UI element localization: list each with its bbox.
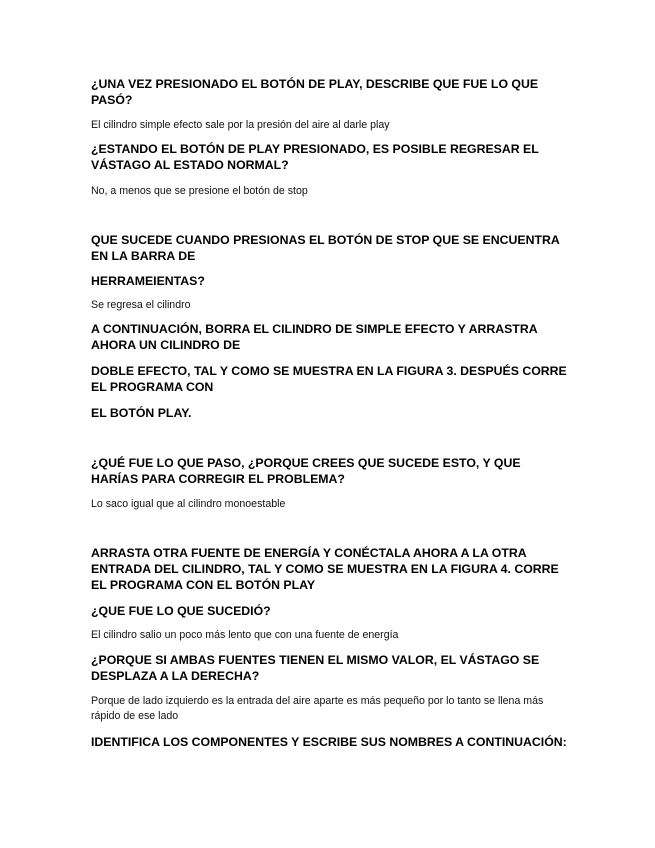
answer-what-occurred: El cilindro salio un poco más lento que con una fuente de energía [91,629,399,641]
answer-what-happened: Lo saco igual que al cilindro monoestable [91,498,286,510]
question-play-pressed: ¿UNA VEZ PRESIONADO EL BOTÓN DE PLAY, DESCRIBE QUE FUE LO QUE PASÓ? [91,77,539,107]
question-why-right: ¿PORQUE SI AMBAS FUENTES TIENEN EL MISMO VALOR, EL VÁSTAGO SE DESPLAZA A LA DERECHA? [91,653,540,683]
instruction-second-source: ARRASTA OTRA FUENTE DE ENERGÍA Y CONÉCTALA AHORA A LA OTRA ENTRADA DEL CILINDRO, TAL Y COMO SE MUESTRA EN LA FIGURA 4. CORRE EL PROGRAMA CON EL BOTÓN PLAY [91,546,559,592]
answer-play-pressed: El cilindro simple efecto sale por la presión del aire al darle play [91,119,390,131]
answer-return-rod: No, a menos que se presione el botón de stop [91,185,308,197]
instruction-identify-components: IDENTIFICA LOS COMPONENTES Y ESCRIBE SUS NOMBRES A CONTINUACIÓN: [91,735,567,749]
instruction-double-cylinder-cont: DOBLE EFECTO, TAL Y COMO SE MUESTRA EN LA FIGURA 3. DESPUÉS CORRE EL PROGRAMA CON [91,364,567,394]
answer-stop-button: Se regresa el cilindro [91,299,191,311]
question-stop-button: QUE SUCEDE CUANDO PRESIONAS EL BOTÓN DE STOP QUE SE ENCUENTRA EN LA BARRA DE [91,233,560,263]
answer-why-right: Porque de lado izquierdo es la entrada del aire aparte es más pequeño por lo tanto se llena más rápido de ese lado [91,695,544,722]
instruction-play-button: EL BOTÓN PLAY. [91,406,192,420]
question-what-occurred: ¿QUE FUE LO QUE SUCEDIÓ? [91,604,271,618]
question-stop-button-cont: HERRAMEIENTAS? [91,274,205,288]
question-return-rod: ¿ESTANDO EL BOTÓN DE PLAY PRESIONADO, ES POSIBLE REGRESAR EL VÁSTAGO AL ESTADO NORMAL? [91,142,539,172]
instruction-double-cylinder: A CONTINUACIÓN, BORRA EL CILINDRO DE SIMPLE EFECTO Y ARRASTRA AHORA UN CILINDRO DE [91,322,538,352]
question-what-happened: ¿QUÉ FUE LO QUE PASO, ¿PORQUE CREES QUE SUCEDE ESTO, Y QUE HARÍAS PARA CORREGIR EL PROBLEMA? [91,456,521,486]
